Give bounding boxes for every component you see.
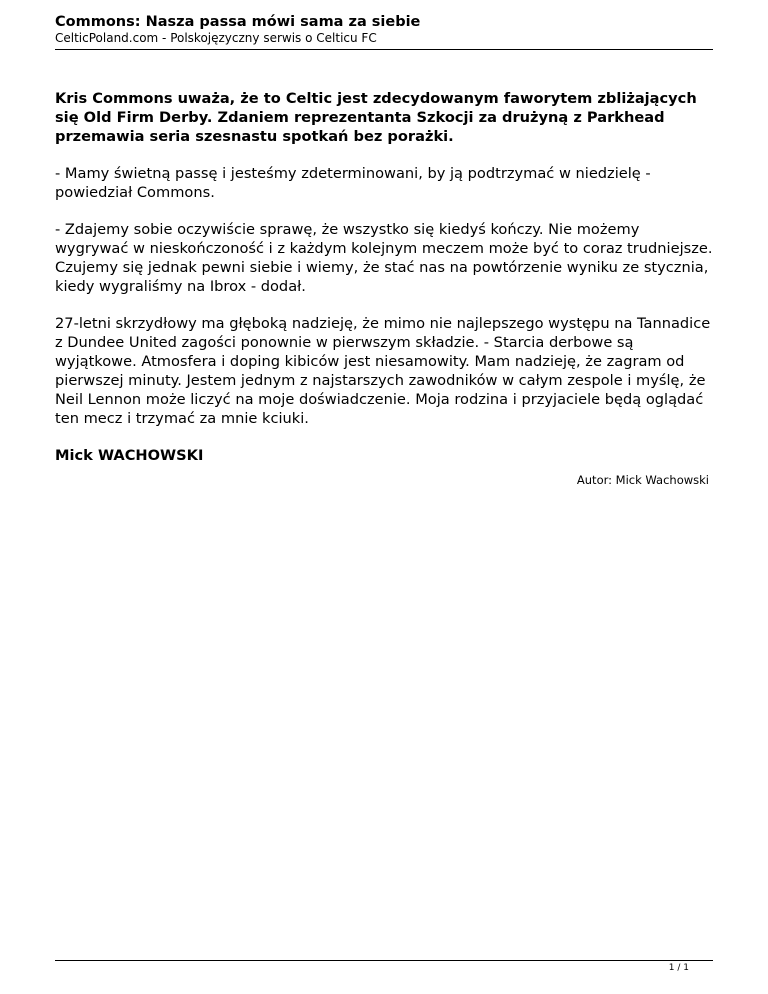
article-lead: Kris Commons uważa, że to Celtic jest zdecydowanym faworytem zbliżających się Old Firm Derby. Zdaniem reprezentanta Szkocji za drużyną z Parkhead przemawia seria szesnastu spotkań bez porażki. [55,90,697,145]
document-header [55,13,713,50]
article-paragraph-2: - Zdajemy sobie oczywiście sprawę, że wszystko się kiedyś kończy. Nie możemy wygrywać w nieskończoność i z każdym kolejnym meczem może być to coraz trudniejsze. Czujemy się jednak pewni siebie i wiemy, że stać nas na powtórzenie wyniku ze stycznia, kiedy wygraliśmy na Ibrox - dodał. [55,221,713,295]
article-paragraph-3: 27-letni skrzydłowy ma głęboką nadzieję, że mimo nie najlepszego występu na Tannadice z Dundee United zagości ponownie w pierwszym składzie. - Starcia derbowe są wyjątkowe. Atmosfera i doping kibiców jest niesamowity. Mam nadzieję, że zagram od pierwszej minuty. Jestem jednym z najstarszych zawodników w całym zespole i myślę, że Neil Lennon może liczyć na moje doświadczenie. Moja rodzina i przyjaciele będą oglądać ten mecz i trzymać za mnie kciuki. [55,315,711,427]
site-subtitle: CelticPoland.com - Polskojęzyczny serwis o Celticu FC [55,31,377,45]
author-line: Autor: Mick Wachowski [576,473,709,487]
article-paragraph-1: - Mamy świetną passę i jesteśmy zdeterminowani, by ją podtrzymać w niedzielę - powiedział Commons. [55,165,651,201]
footer-divider [55,960,713,961]
article-body [55,89,717,483]
article-signature: Mick WACHOWSKI [55,447,204,464]
document-title: Commons: Nasza passa mówi sama za siebie [55,14,421,30]
page-number: 1 / 1 [668,963,689,973]
